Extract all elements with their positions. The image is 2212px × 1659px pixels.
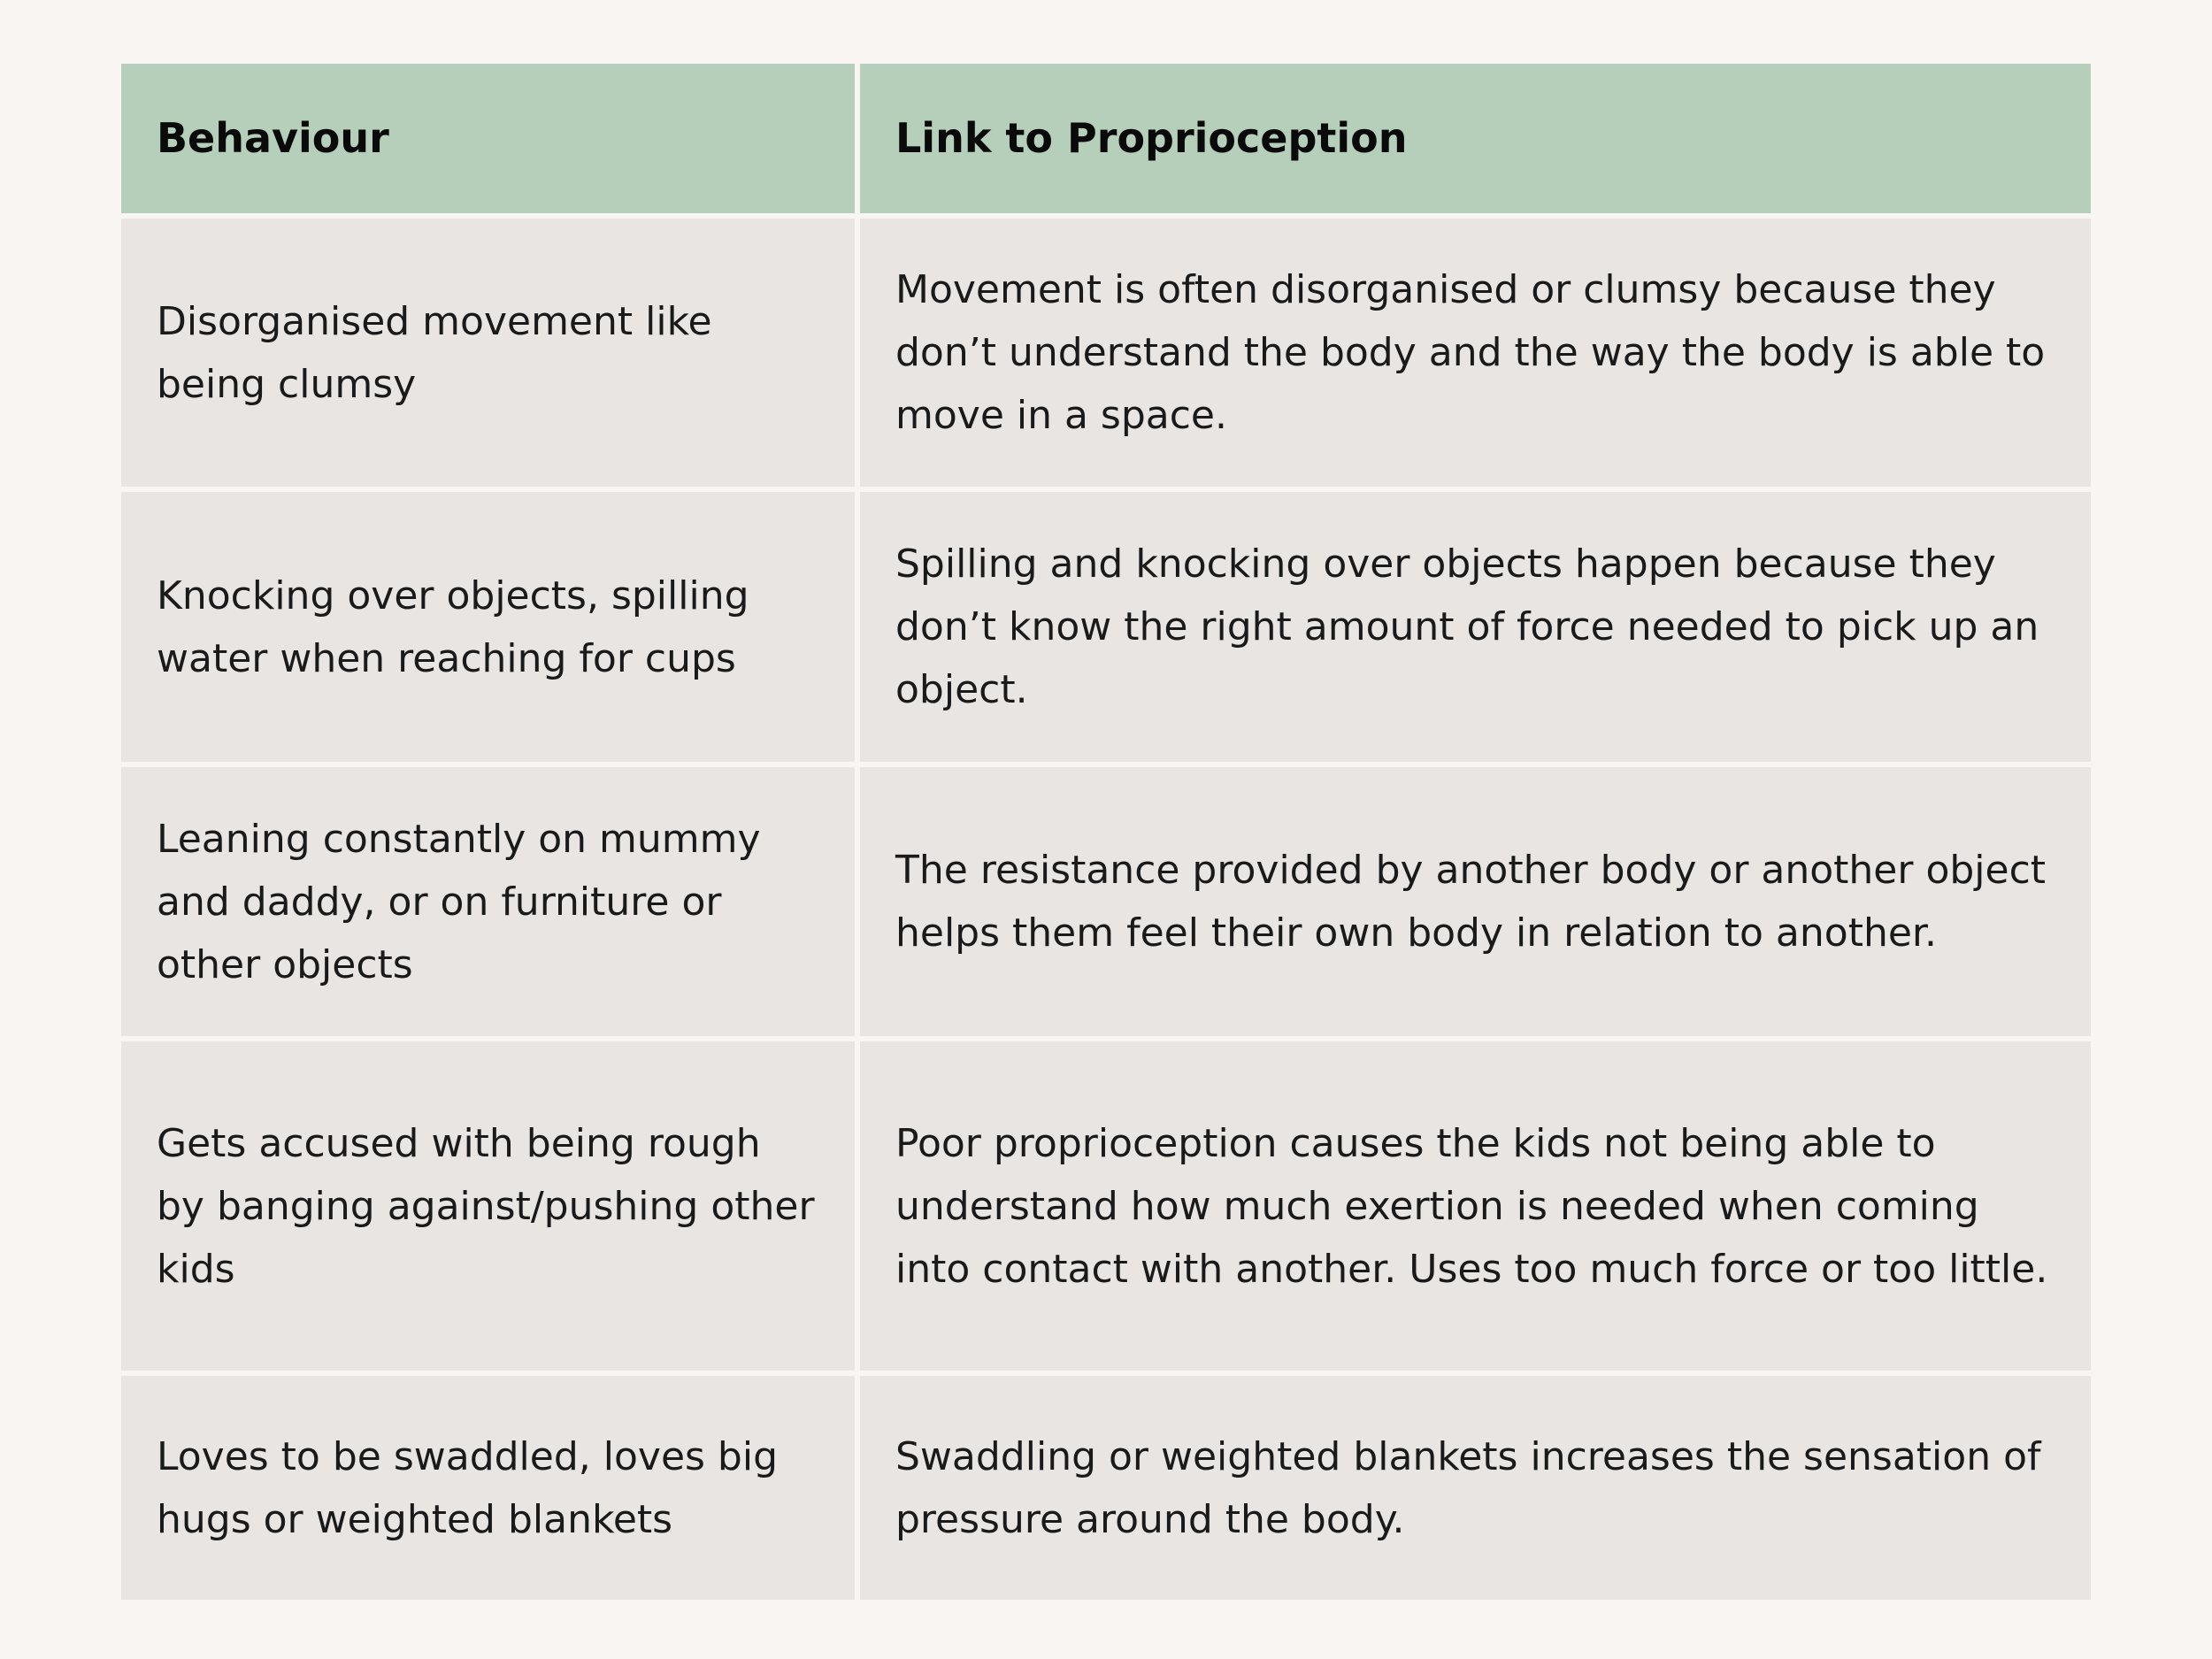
header-link-label: Link to Proprioception <box>895 114 1408 162</box>
row-4-behaviour: Gets accused with being rough by banging against/pushing other kids <box>157 1120 815 1292</box>
row-2-behaviour: Knocking over objects, spilling water when reaching for cups <box>157 572 749 681</box>
behaviour-table <box>121 64 2091 1600</box>
row-1-link: Movement is often disorganised or clumsy because they don’t understand the body and the way the body is able to move in a space. <box>895 267 2046 438</box>
row-4-behaviour-cell <box>121 1041 855 1371</box>
header-behaviour <box>121 64 855 213</box>
header-behaviour-label: Behaviour <box>157 114 389 162</box>
row-1-behaviour: Disorganised movement like being clumsy <box>157 298 712 407</box>
row-3-link-cell <box>860 767 2091 1036</box>
row-2-link-cell <box>860 492 2091 762</box>
row-1-behaviour-cell <box>121 219 855 487</box>
row-4-link: Poor proprioception causes the kids not being able to understand how much exertion is needed when coming into contact with another. Uses too much force or too little. <box>895 1120 2048 1292</box>
row-5-behaviour: Loves to be swaddled, loves big hugs or weighted blankets <box>157 1433 779 1542</box>
row-5-behaviour-cell <box>121 1376 855 1600</box>
row-3-behaviour-cell <box>121 767 855 1036</box>
row-5-link: Swaddling or weighted blankets increases the sensation of pressure around the body. <box>895 1433 2041 1542</box>
row-1-link-cell <box>860 219 2091 487</box>
row-2-behaviour-cell <box>121 492 855 762</box>
row-3-link: The resistance provided by another body or another object helps them feel their own body in relation to another. <box>895 848 2047 956</box>
header-link <box>860 64 2091 213</box>
row-5-link-cell <box>860 1376 2091 1600</box>
row-3-behaviour: Leaning constantly on mummy and daddy, or on furniture or other objects <box>157 816 761 987</box>
row-2-link: Spilling and knocking over objects happen because they don’t know the right amount of force needed to pick up an object. <box>895 541 2039 712</box>
row-4-link-cell <box>860 1041 2091 1371</box>
